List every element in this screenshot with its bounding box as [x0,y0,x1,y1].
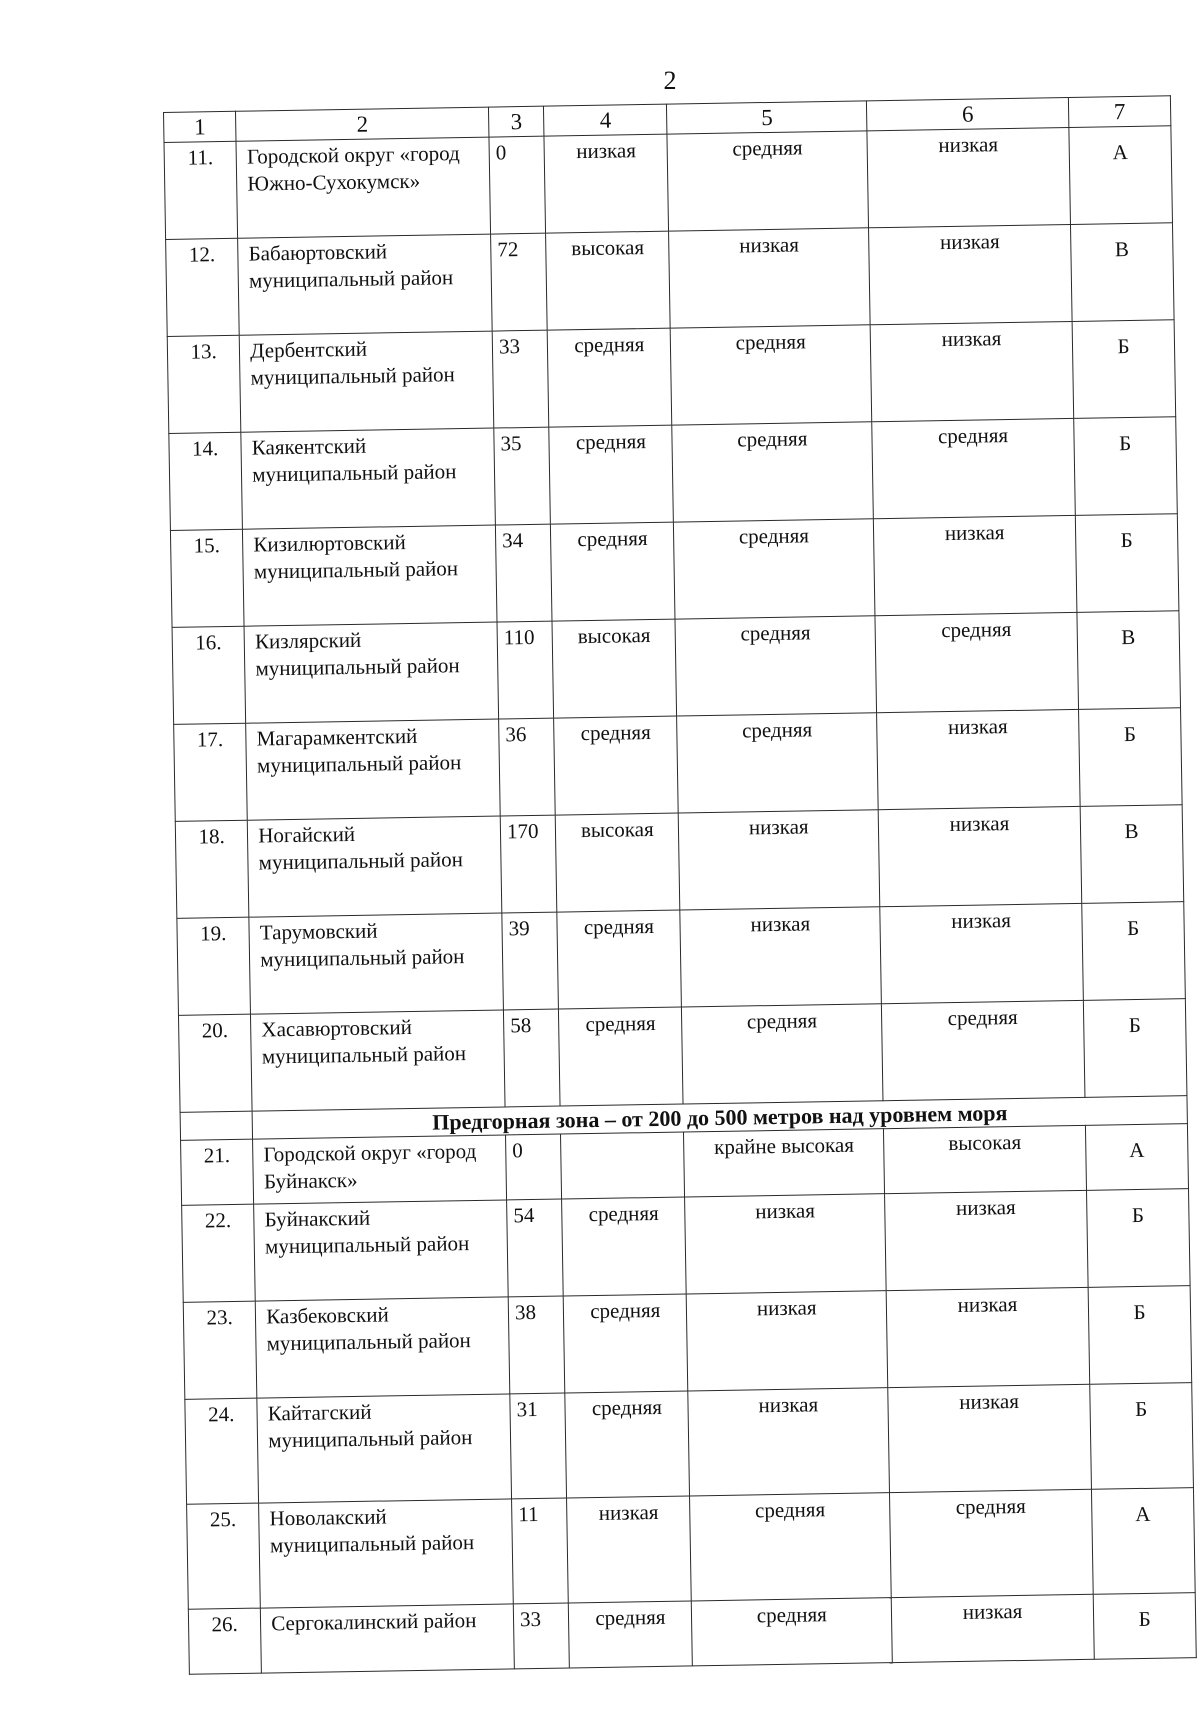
row-number: 15. [170,529,244,627]
category-cell: В [1080,805,1184,904]
level-cell-col5: средняя [671,325,872,425]
row-number: 22. [182,1204,256,1302]
column-number: 7 [1068,96,1171,128]
district-name: Ногайский муниципальный район [247,816,501,917]
district-name: Буйнакский муниципальный район [254,1200,508,1301]
value-cell: 33 [492,330,549,428]
value-cell: 33 [513,1603,569,1669]
row-number: 19. [177,917,251,1015]
table-row [178,999,1186,1113]
district-name: Хасавюртовский муниципальный район [251,1010,505,1111]
level-cell-col6: высокая [884,1125,1087,1193]
table-row [187,1488,1196,1610]
level-cell-col5: средняя [682,1004,883,1104]
level-cell-col5: средняя [677,713,878,813]
category-cell: Б [1083,999,1187,1098]
table-row [177,902,1185,1016]
value-cell: 11 [512,1498,569,1604]
category-cell: А [1091,1488,1195,1595]
column-number: 1 [164,111,237,142]
district-name: Дербентский муниципальный район [239,331,493,432]
value-cell: 36 [499,718,556,816]
table-row [183,1286,1191,1400]
level-cell-col5: низкая [688,1388,889,1496]
category-cell: Б [1093,1593,1196,1660]
zone-heading: Предгорная зона – от 200 до 500 метров над уровнем моря [252,1096,1187,1139]
district-assessment-table [163,95,1197,1674]
level-cell-col4: низкая [567,1496,692,1603]
category-cell: Б [1078,708,1182,807]
level-cell-col6: низкая [867,127,1070,227]
level-cell-col6: средняя [875,612,1078,712]
level-cell-col5: низкая [679,810,880,910]
level-cell-col5: крайне высокая [684,1129,885,1197]
value-cell: 38 [508,1296,565,1394]
table-row [174,708,1182,822]
level-cell-col5: средняя [692,1598,893,1666]
category-cell: Б [1082,902,1186,1001]
row-number: 16. [172,626,246,724]
district-name: Кизлярский муниципальный район [244,622,498,723]
district-name: Бабаюртовский муниципальный район [238,234,492,335]
row-number: 21. [181,1139,254,1205]
district-name: Городской округ «город Буйнакск» [253,1135,507,1204]
page-number: 2 [663,66,677,95]
column-number: 2 [236,107,489,141]
row-number: 14. [169,432,243,530]
table-body [164,96,1197,1674]
column-number: 6 [867,97,1069,130]
level-cell-col6: средняя [872,418,1075,518]
row-number: 12. [166,238,240,336]
category-cell: В [1070,223,1174,322]
level-cell-col5: средняя [690,1493,891,1601]
district-name: Каякентский муниципальный район [241,428,495,529]
row-number: 24. [185,1398,259,1504]
table-row [170,514,1178,628]
level-cell-col4: средняя [569,1601,693,1668]
value-cell: 0 [506,1134,562,1200]
table-row [185,1383,1194,1505]
district-name: Сергокалинский район [261,1604,515,1673]
table-row [169,417,1177,531]
category-cell: Б [1075,514,1179,613]
category-cell: В [1077,611,1181,710]
level-cell-col6: низкая [891,1594,1094,1662]
value-cell: 39 [502,912,559,1010]
level-cell-col4: средняя [549,425,674,524]
level-cell-col4: высокая [552,619,677,718]
category-cell: Б [1086,1189,1190,1288]
level-cell-col4: средняя [557,910,682,1009]
value-cell: 35 [494,427,551,525]
level-cell-col6: низкая [886,1287,1089,1387]
column-number: 4 [544,104,668,136]
value-cell: 110 [497,621,554,719]
level-cell-col4: высокая [555,813,680,912]
value-cell: 34 [495,524,552,622]
level-cell-col6: низкая [873,515,1076,615]
district-name: Тарумовский муниципальный район [249,913,503,1014]
table-row [172,611,1180,725]
table-row [167,320,1175,434]
category-cell: Б [1088,1286,1192,1385]
level-cell-col6: низкая [888,1384,1092,1492]
level-cell-col6: средняя [882,1000,1085,1100]
row-number: 20. [178,1014,252,1112]
district-name: Городской округ «город Южно-Сухокумск» [236,137,490,238]
level-cell-col5: низкая [669,228,870,328]
level-cell-col5: средняя [674,519,875,619]
row-number: 25. [187,1503,261,1609]
value-cell: 54 [507,1199,564,1297]
category-cell: А [1085,1124,1188,1191]
row-number: 13. [167,335,241,433]
row-number: 18. [175,820,249,918]
level-cell-col4: средняя [565,1391,690,1498]
value-cell: 0 [489,136,546,234]
level-cell-col4: средняя [559,1007,684,1106]
level-cell-col6: низкая [877,709,1080,809]
district-name: Новолакский муниципальный район [259,1499,514,1608]
table-row [182,1189,1190,1303]
district-name: Казбековский муниципальный район [255,1297,509,1398]
level-cell-col4: средняя [554,716,679,815]
level-cell-col4: средняя [547,328,672,427]
level-cell-col4: низкая [544,134,669,233]
level-cell-col5: низкая [680,907,881,1007]
value-cell: 170 [500,815,557,913]
value-cell: 31 [510,1393,567,1499]
category-cell: Б [1072,320,1176,419]
level-cell-col6: низкая [880,903,1083,1003]
level-cell-col5: средняя [675,616,876,716]
row-number: 17. [174,723,248,821]
row-number: 26. [188,1608,261,1674]
level-cell-col6: низкая [869,224,1072,324]
level-cell-col4: средняя [562,1197,687,1296]
value-cell: 58 [503,1009,560,1107]
level-cell-col6: средняя [890,1489,1094,1597]
value-cell: 72 [491,233,548,331]
level-cell-col5: средняя [667,131,868,231]
level-cell-col5: средняя [672,422,873,522]
district-name: Кайтагский муниципальный район [257,1394,512,1503]
district-name: Магарамкентский муниципальный район [246,719,500,820]
table-row [175,805,1183,919]
level-cell-col6: низкая [885,1190,1088,1290]
column-number: 5 [667,101,867,134]
table-row [164,126,1172,240]
level-cell-col4: средняя [563,1294,688,1393]
category-cell: А [1069,126,1173,225]
level-cell-col5: низкая [685,1194,886,1294]
level-cell-col5: низкая [687,1291,888,1391]
column-number: 3 [488,106,544,137]
row-number: 11. [164,141,238,239]
zone-heading-empty-cell [180,1111,253,1140]
level-cell-col6: низкая [878,806,1081,906]
level-cell-col6: низкая [870,321,1073,421]
table-row [166,223,1174,337]
category-cell: Б [1090,1383,1194,1490]
level-cell-col4 [561,1132,685,1199]
district-name: Кизилюртовский муниципальный район [243,525,497,626]
level-cell-col4: высокая [546,231,671,330]
level-cell-col4: средняя [551,522,676,621]
category-cell: Б [1074,417,1178,516]
row-number: 23. [183,1301,257,1399]
